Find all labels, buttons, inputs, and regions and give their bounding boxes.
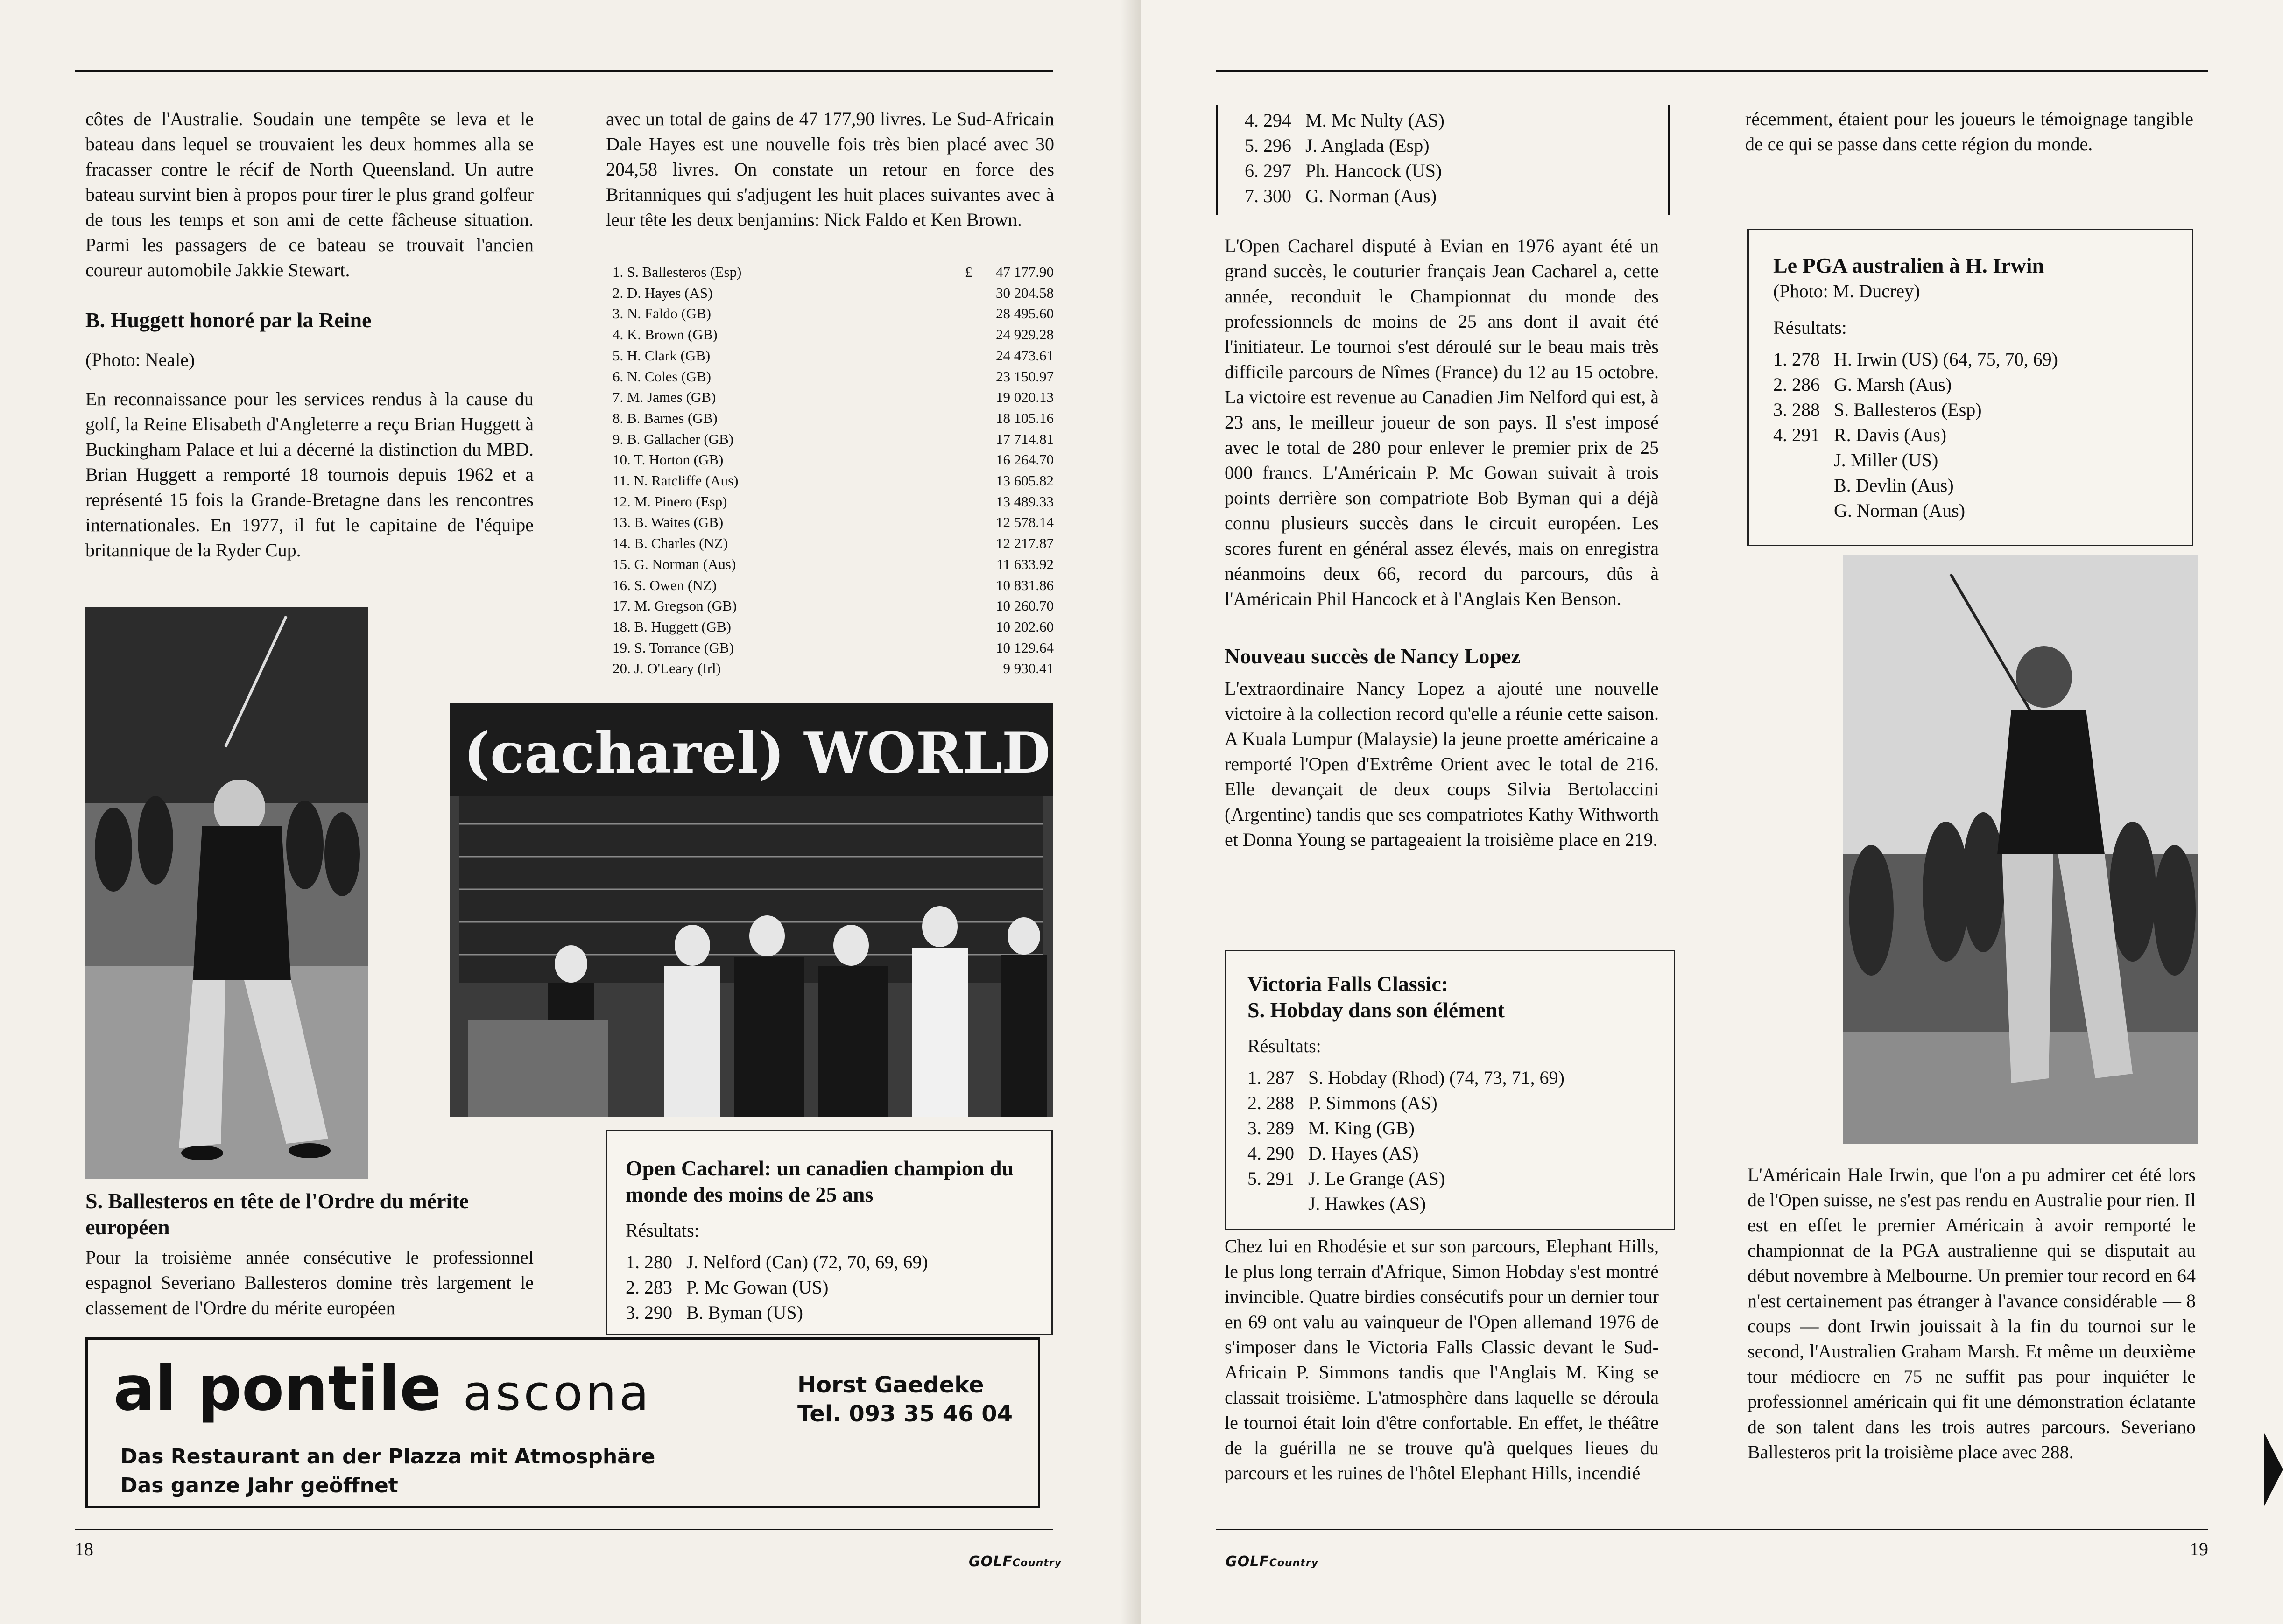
merit-player: 12. M. Pinero (Esp): [613, 493, 727, 510]
result-row: [1773, 372, 2173, 397]
merit-amount: 10 129.64: [996, 639, 1054, 656]
cacharel-results-continued: [1216, 105, 1670, 215]
merit-row: [613, 575, 1054, 596]
merit-player: 14. B. Charles (NZ): [613, 535, 728, 552]
merit-player: 4. K. Brown (GB): [613, 326, 718, 343]
result-position: 2. 286: [1773, 374, 1820, 395]
merit-amount: 19 020.13: [996, 389, 1054, 406]
result-player: B. Devlin (Aus): [1834, 475, 1954, 496]
result-row: [1247, 1116, 1655, 1141]
hobday-paragraph: Chez lui en Rhodésie et sur son parcours, Elephant Hills, le plus long terrain d'Afrique, Simon Hobday s'est montré invincible. Quatre birdies consécutifs pour un dernier tour en 69 ont valu au vainqueur de l'Open allemand 1976 de s'imposer dans le Victoria Falls Classic devant le Sud-Africain P. Simmons tandis que l'Anglais M. King se classait troisième. L'atmosphère dans laquelle se déroula le tournoi était loin d'être confortable. En effet, le théâtre de la guérilla ne se trouve qu'à quelques lieues du parcours et les ruines de l'hôtel Elephant Hills, incendié: [1225, 1236, 1659, 1483]
result-row: [1245, 108, 1444, 133]
merit-player: 1. S. Ballesteros (Esp): [613, 264, 742, 280]
result-position: 4. 294: [1245, 110, 1291, 131]
pga-results-label: Résultats:: [1773, 317, 1847, 338]
left-column-2: [606, 106, 1054, 237]
merit-amount: 30 204.58: [996, 284, 1054, 301]
merit-row: [613, 471, 1054, 492]
cacharel-results-label: Résultats:: [626, 1220, 699, 1241]
merit-row: [613, 596, 1054, 617]
currency-symbol: £: [965, 264, 972, 280]
ballesteros-title: S. Ballesteros en tête de l'Ordre du mérite européen: [85, 1189, 469, 1239]
merit-row: [613, 345, 1054, 366]
pga-results-list: [1773, 347, 2173, 523]
golfer-swing-illustration: [85, 607, 368, 1179]
merit-row: [613, 450, 1054, 471]
right-column-2-bottom: [1747, 1162, 2196, 1479]
result-player: S. Hobday (Rhod) (74, 73, 71, 69): [1308, 1067, 1564, 1088]
merit-row: [613, 492, 1054, 513]
merit-player: 10. T. Horton (GB): [613, 451, 724, 468]
merit-amount: 13 489.33: [996, 493, 1054, 510]
right-column-1-bottom: [1225, 1234, 1659, 1500]
cacharel-paragraph: L'Open Cacharel disputé à Evian en 1976 ayant été un grand succès, le couturier français Jean Cacharel a, cette année, reconduit le Championnat du monde des professionnels de moins de 25 ans dont il avait été l'initiateur. Le tournoi s'est déroulé sur le beau mais très difficile parcours de Nîmes (France) du 12 au 15 octobre. La victoire est revenue au Canadien Jim Nelford qui est, à 23 ans, le meilleur joueur de son pays. Il s'est imposé avec le total de 280 pour enlever le premier prix de 25 000 francs. L'Américain P. Mc Gowan suivait à trois points derrière son compatriote Bob Byman qui a déjà connu plusieurs succès dans le circuit européen. Les scores furent en général assez élevés, mais on enregistra néanmoins deux 66, record du parcours, dûs à l'Américain Phil Hancock et à l'Anglais Ken Benson.: [1225, 235, 1659, 609]
merit-row: [613, 658, 1054, 679]
trophy-ceremony-illustration: [450, 703, 1053, 1117]
result-row: [1247, 1065, 1655, 1090]
merit-continued-paragraph: avec un total de gains de 47 177,90 livres. Le Sud-Africain Dale Hayes est une nouvelle fois très bien placé avec 30 204,58 livres. On constate un retour en force des Britanniques qui s'adjugent les huit places suivantes avec à leur tête les deux benjamins: Nick Faldo et Ken Brown.: [606, 108, 1054, 230]
result-position: 2. 283: [626, 1277, 672, 1298]
result-row: [626, 1250, 1033, 1275]
huggett-title: B. Huggett honoré par la Reine: [85, 308, 372, 332]
ad-slogan-line-2: Das ganze Jahr geöffnet: [120, 1474, 398, 1497]
result-position: 5. 291: [1247, 1168, 1294, 1189]
merit-amount: 24 929.28: [996, 326, 1054, 343]
continued-paragraph: récemment, étaient pour les joueurs le témoignage tangible de ce qui se passe dans cette région du monde.: [1745, 108, 2193, 155]
result-row: [1247, 1141, 1655, 1166]
merit-row: [613, 387, 1054, 408]
merit-amount: 10 202.60: [996, 618, 1054, 635]
left-column-1-bottom: [85, 1188, 534, 1335]
result-player: P. Simmons (AS): [1308, 1092, 1437, 1113]
result-player: R. Davis (Aus): [1834, 424, 1947, 445]
result-player: B. Byman (US): [686, 1302, 803, 1323]
merit-row: [613, 512, 1054, 533]
result-position: 3. 288: [1773, 399, 1820, 420]
merit-amount: 9 930.41: [1003, 660, 1054, 677]
ballesteros-photo: [85, 607, 368, 1179]
result-player: J. Hawkes (AS): [1308, 1193, 1426, 1214]
merit-player: 7. M. James (GB): [613, 389, 716, 406]
intro-paragraph: côtes de l'Australie. Soudain une tempête se leva et le bateau dans lequel se trouvaient les deux hommes alla se fracasser contre le récif de North Queensland. Un autre bateau survint bien à propos pour tirer le plus grand golfeur de tous les temps et son ami de cette fâcheuse situation. Parmi les passagers de ce bateau se trouvait l'ancien coureur automobile Jakkie Stewart.: [85, 108, 534, 281]
result-player: J. Nelford (Can) (72, 70, 69, 69): [686, 1251, 928, 1272]
cacharel-results-box: [606, 1130, 1053, 1335]
pga-title: Le PGA australien à H. Irwin: [1773, 253, 2044, 277]
result-position: 5. 296: [1245, 135, 1291, 156]
merit-amount: 12 217.87: [996, 535, 1054, 552]
result-player: P. Mc Gowan (US): [686, 1277, 829, 1298]
result-player: S. Ballesteros (Esp): [1834, 399, 1982, 420]
lopez-title: Nouveau succès de Nancy Lopez: [1225, 644, 1521, 668]
result-row: [1773, 498, 2173, 523]
merit-row: [613, 262, 1054, 283]
ad-phone: Tel. 093 35 46 04: [797, 1401, 1013, 1427]
merit-player: 3. N. Faldo (GB): [613, 305, 711, 322]
merit-amount: 24 473.61: [996, 347, 1054, 364]
ad-slogan: [120, 1442, 655, 1500]
cacharel-box-title: Open Cacharel: un canadien champion du monde des moins de 25 ans: [626, 1156, 1014, 1206]
page-number-right: 19: [2190, 1539, 2208, 1560]
result-row: [1245, 158, 1444, 183]
result-row: [1773, 397, 2173, 422]
cacharel-results-continued-list: [1245, 108, 1444, 209]
merit-amount: 10 831.86: [996, 576, 1054, 593]
merit-player: 6. N. Coles (GB): [613, 368, 711, 385]
merit-amount: 10 260.70: [996, 598, 1054, 614]
merit-player: 17. M. Gregson (GB): [613, 598, 737, 614]
victoria-results-label: Résultats:: [1247, 1035, 1321, 1056]
right-column-2: [1745, 106, 2193, 171]
bottom-rule: [75, 1529, 1053, 1530]
ballesteros-paragraph: Pour la troisième année consécutive le professionnel espagnol Severiano Ballesteros domine très largement le classement de l'Ordre du mérite européen: [85, 1247, 534, 1318]
ad-place: ascona: [463, 1364, 652, 1421]
victoria-results-list: [1247, 1065, 1655, 1216]
merit-amount: 47 177.90: [996, 264, 1054, 280]
golf-country-logo-right: GOLFCountry: [1226, 1554, 1319, 1570]
result-position: 1. 278: [1773, 349, 1820, 370]
result-position: 6. 297: [1245, 160, 1291, 181]
merit-player: 13. B. Waites (GB): [613, 514, 724, 531]
victoria-falls-box: [1225, 950, 1675, 1230]
right-page: [1142, 0, 2283, 1624]
merit-player: 18. B. Huggett (GB): [613, 618, 732, 635]
result-player: J. Le Grange (AS): [1308, 1168, 1445, 1189]
golf-country-logo-left: GOLFCountry: [969, 1554, 1062, 1570]
result-row: [1773, 473, 2173, 498]
result-player: J. Anglada (Esp): [1305, 135, 1430, 156]
ad-brand: al pontile ascona: [113, 1353, 652, 1425]
scoreboard-sign: (cacharel) WORLD: [464, 720, 1050, 786]
result-player: G. Marsh (Aus): [1834, 374, 1952, 395]
merit-row: [613, 554, 1054, 575]
pga-box: [1747, 229, 2193, 546]
result-position: 1. 280: [626, 1251, 672, 1272]
page-number-left: 18: [75, 1539, 93, 1560]
cacharel-ceremony-photo: [450, 703, 1053, 1117]
merit-row: [613, 303, 1054, 324]
merit-player: 2. D. Hayes (AS): [613, 284, 713, 301]
al-pontile-advertisement: [85, 1337, 1040, 1508]
left-column-1: [85, 106, 534, 577]
result-row: [1245, 133, 1444, 158]
result-row: [1773, 422, 2173, 448]
result-row: [626, 1300, 1033, 1325]
merit-ranking-list: [613, 262, 1054, 679]
merit-player: 20. J. O'Leary (Irl): [613, 660, 721, 677]
result-player: J. Miller (US): [1834, 450, 1938, 471]
continue-arrow-icon: [2264, 1433, 2283, 1506]
result-player: D. Hayes (AS): [1308, 1143, 1419, 1164]
result-row: [1247, 1191, 1655, 1216]
merit-amount: 12 578.14: [996, 514, 1054, 531]
merit-row: [613, 408, 1054, 429]
right-column-1: [1225, 233, 1659, 866]
result-player: G. Norman (Aus): [1305, 185, 1437, 206]
merit-row: [613, 533, 1054, 554]
ad-slogan-line-1: Das Restaurant an der Plazza mit Atmosphäre: [120, 1445, 655, 1469]
top-rule: [75, 70, 1053, 72]
result-position: 3. 289: [1247, 1118, 1294, 1139]
result-position: 4. 290: [1247, 1143, 1294, 1164]
result-row: [1247, 1166, 1655, 1191]
merit-player: 16. S. Owen (NZ): [613, 576, 717, 593]
merit-player: 8. B. Barnes (GB): [613, 409, 718, 426]
merit-amount: 11 633.92: [996, 555, 1054, 572]
pga-photo-credit: (Photo: M. Ducrey): [1773, 281, 1920, 302]
merit-player: 19. S. Torrance (GB): [613, 639, 734, 656]
result-row: [626, 1275, 1033, 1300]
result-player: Ph. Hancock (US): [1305, 160, 1442, 181]
merit-amount: 18 105.16: [996, 409, 1054, 426]
result-row: [1247, 1090, 1655, 1116]
result-row: [1245, 183, 1444, 209]
result-player: M. King (GB): [1308, 1118, 1415, 1139]
ad-contact: [797, 1371, 1013, 1428]
merit-amount: 13 605.82: [996, 472, 1054, 489]
victoria-title-1: Victoria Falls Classic:: [1247, 972, 1449, 996]
cacharel-results-list: [626, 1250, 1033, 1325]
result-position: 4. 291: [1773, 424, 1820, 445]
result-player: M. Mc Nulty (AS): [1305, 110, 1444, 131]
merit-player: 11. N. Ratcliffe (Aus): [613, 472, 739, 489]
result-row: [1773, 347, 2173, 372]
bottom-rule-right: [1216, 1529, 2208, 1530]
merit-amount: 28 495.60: [996, 305, 1054, 322]
merit-amount: 23 150.97: [996, 368, 1054, 385]
merit-row: [613, 324, 1054, 345]
merit-row: [613, 366, 1054, 387]
merit-row: [613, 429, 1054, 450]
huggett-paragraph: En reconnaissance pour les services rendus à la cause du golf, la Reine Elisabeth d'Angleterre a reçu Brian Huggett à Buckingham Palace et lui a décerné la distinction du MBD. Brian Huggett a remporté 18 tournois depuis 1962 et a représenté 15 fois la Grande-Bretagne dans les rencontres internationales. En 1977, il fut le capitaine de l'équipe britannique de la Ryder Cup.: [85, 388, 534, 561]
result-player: H. Irwin (US) (64, 75, 70, 69): [1834, 349, 2058, 370]
merit-player: 9. B. Gallacher (GB): [613, 430, 734, 447]
victoria-title-2: S. Hobday dans son élément: [1247, 998, 1505, 1022]
merit-row: [613, 617, 1054, 638]
result-position: 2. 288: [1247, 1092, 1294, 1113]
merit-player: 5. H. Clark (GB): [613, 347, 711, 364]
merit-row: [613, 638, 1054, 659]
merit-player: 15. G. Norman (Aus): [613, 555, 736, 572]
irwin-photo: [1843, 555, 2198, 1144]
merit-row: [613, 283, 1054, 304]
result-position: 7. 300: [1245, 185, 1291, 206]
merit-amount: 16 264.70: [996, 451, 1054, 468]
irwin-paragraph: L'Américain Hale Irwin, que l'on a pu admirer cet été lors de l'Open suisse, ne s'est pas rendu en Australie pour rien. Il est en effet le premier Américain à avoir remporté le championnat de la PGA australienne qui se disputait au début novembre à Melbourne. Un premier tour record en 64 n'est certainement pas étranger à l'avance considérable — 8 coups — dont Irwin jouissait à la fin du tournoi sur le second, l'Australien Graham Marsh. Et même un deuxième tour médiocre en 75 ne suffit pas pour inquiéter le professionnel américain qui fit une démonstration éclatante de son talent dans les trois autres parcours. Severiano Ballesteros prit la troisième place avec 288.: [1747, 1164, 2196, 1462]
result-position: 1. 287: [1247, 1067, 1294, 1088]
result-player: G. Norman (Aus): [1834, 500, 1966, 521]
result-position: 3. 290: [626, 1302, 672, 1323]
ad-owner: Horst Gaedeke: [797, 1372, 984, 1398]
merit-amount: 17 714.81: [996, 430, 1054, 447]
top-rule-right: [1216, 70, 2208, 72]
result-row: [1773, 448, 2173, 473]
golfer-followthrough-illustration: [1843, 555, 2198, 1144]
huggett-photo-credit: (Photo: Neale): [85, 349, 195, 370]
lopez-paragraph: L'extraordinaire Nancy Lopez a ajouté une nouvelle victoire à la collection record qu'elle a réunie cette saison. A Kuala Lumpur (Malaysie) la jeune proette américaine a remporté l'Open d'Extrême Orient avec le total de 216. Elle devançait de deux coups Silvia Bertolaccini (Argentine) tandis que ses compatriotes Kathy Withworth et Donna Young se partageaient la troisième place en 219.: [1225, 678, 1659, 850]
